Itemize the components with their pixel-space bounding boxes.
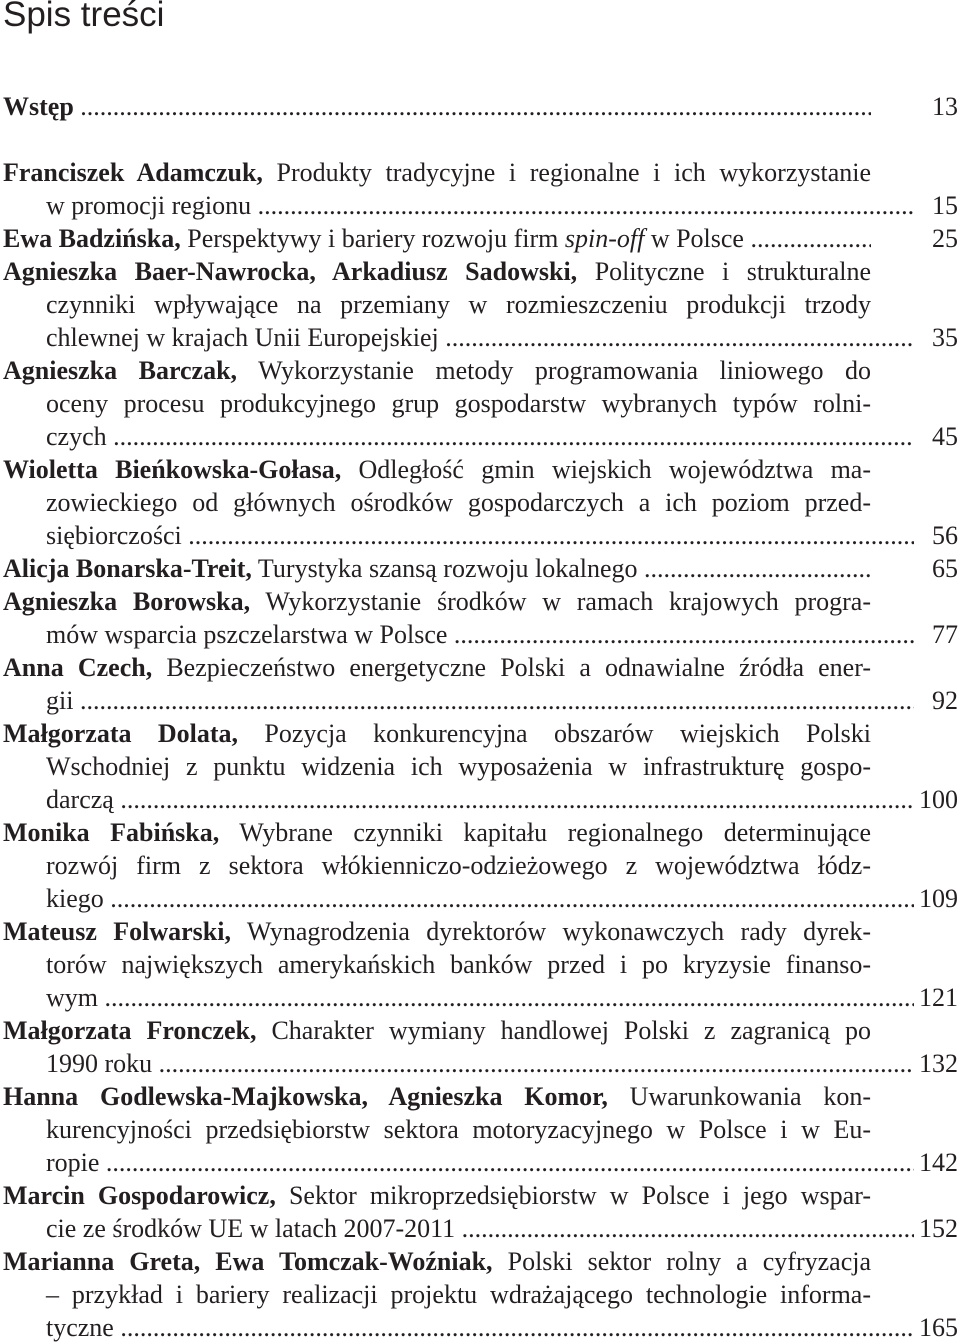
- toc-title-text: Produkty tradycyjne i regionalne i ich wykorzystanie: [262, 158, 871, 187]
- toc-line-text: [46, 686, 914, 715]
- toc-page-number: 132: [919, 1049, 958, 1078]
- toc-page-number: 77: [932, 620, 958, 649]
- toc-line: [3, 1080, 871, 1113]
- toc-title-text: ropie: [46, 1148, 100, 1177]
- toc-line: [3, 321, 914, 354]
- toc-line-text: [46, 983, 914, 1012]
- toc-line-text: [46, 422, 914, 451]
- toc-author: Anna Czech,: [3, 653, 153, 682]
- toc-line-text: [46, 620, 914, 649]
- toc-entry: [3, 585, 958, 651]
- toc-title-italic: spin-off: [564, 224, 645, 253]
- toc-line-text: [46, 1049, 914, 1078]
- toc-title-text: Sektor mikroprzedsiębiorstw w Polsce i jego wspar-: [275, 1181, 871, 1210]
- toc-line-text: [46, 191, 914, 220]
- toc-title-text: cie ze środków UE w latach 2007-2011: [46, 1214, 456, 1243]
- toc-line: [3, 981, 914, 1014]
- toc-entry: [3, 552, 958, 585]
- toc-entry: [3, 255, 958, 354]
- toc-author: Franciszek Adamczuk,: [3, 158, 263, 187]
- toc-line: [3, 189, 914, 222]
- toc-line: [3, 255, 871, 288]
- toc-line: [3, 354, 871, 387]
- toc-line-text: [3, 92, 871, 121]
- toc-entry: [3, 651, 958, 717]
- toc-line: [3, 849, 871, 882]
- toc-author: Agnieszka Borowska,: [3, 587, 251, 616]
- toc-entry: [3, 354, 958, 453]
- toc-title-text: wym: [46, 983, 98, 1012]
- toc-line: [3, 717, 871, 750]
- toc-entry: [3, 1245, 958, 1344]
- toc-entry: [3, 1179, 958, 1245]
- toc-line: [3, 420, 914, 453]
- toc-title-text: Bezpieczeństwo energetyczne Polski a odnawialne źródła ener-: [152, 653, 871, 682]
- toc-line: [3, 1278, 871, 1311]
- toc-title-text: kiego: [46, 884, 104, 913]
- toc-line-text: [46, 521, 914, 550]
- toc-author: Monika Fabińska,: [3, 818, 220, 847]
- toc-line: [3, 519, 914, 552]
- toc-line: [3, 915, 871, 948]
- toc-page-number: 13: [932, 92, 958, 121]
- toc-line: [3, 1146, 914, 1179]
- toc-line: [3, 651, 871, 684]
- toc-page-number: 56: [932, 521, 958, 550]
- toc-title-text: chlewnej w krajach Unii Europejskiej: [46, 323, 439, 352]
- toc-title-text: Polityczne i strukturalne: [577, 257, 871, 286]
- toc-line: [3, 552, 871, 585]
- toc-line: [3, 585, 871, 618]
- toc-title-text: czych: [46, 422, 107, 451]
- toc-title-text: – przykład i bariery realizacji projektu wdrażającego technologie informa-: [46, 1280, 871, 1309]
- toc-title-text: Turystyka szansą rozwoju lokalnego: [251, 554, 638, 583]
- toc-page-number: 165: [919, 1313, 958, 1342]
- toc-line: [3, 387, 871, 420]
- toc-line: [3, 750, 871, 783]
- toc-entry: [3, 717, 958, 816]
- toc-page-number: 35: [932, 323, 958, 352]
- toc-entry: [3, 1080, 958, 1179]
- toc-title-text: Polski sektor rolny a cyfryzacja: [492, 1247, 871, 1276]
- toc-author: Ewa Badzińska,: [3, 224, 181, 253]
- toc-page-number: 45: [932, 422, 958, 451]
- toc-line: [3, 882, 914, 915]
- toc-title-text: Perspektywy i bariery rozwoju firm: [180, 224, 565, 253]
- toc-line-text: [46, 1313, 914, 1342]
- toc-title-text: mów wsparcia pszczelarstwa w Polsce: [46, 620, 448, 649]
- toc-line-text: [46, 785, 914, 814]
- toc-title-text: Uwarunkowania kon-: [607, 1082, 871, 1111]
- toc-line: [3, 156, 871, 189]
- toc-title-text: Odległość gmin wiejskich województwa ma-: [341, 455, 871, 484]
- toc-page-number: 25: [932, 224, 958, 253]
- toc-title-text: tyczne: [46, 1313, 114, 1342]
- toc-line: [3, 453, 871, 486]
- toc-page-number: 121: [919, 983, 958, 1012]
- toc-title-text: torów największych amerykańskich banków przed i po kryzysie finanso-: [46, 950, 871, 979]
- toc-page-number: 15: [932, 191, 958, 220]
- toc-line-text: [46, 884, 914, 913]
- toc-author: Hanna Godlewska-Majkowska, Agnieszka Komor,: [3, 1082, 608, 1111]
- toc-title-text: darczą: [46, 785, 114, 814]
- toc-line: [3, 1014, 871, 1047]
- toc-author: Małgorzata Dolata,: [3, 719, 239, 748]
- toc-line-text: [46, 1214, 914, 1243]
- toc-author: Małgorzata Fronczek,: [3, 1016, 257, 1045]
- toc-author: Wioletta Bieńkowska-Gołasa,: [3, 455, 342, 484]
- toc-title-text: w promocji regionu: [46, 191, 252, 220]
- toc-line: [3, 1113, 871, 1146]
- toc-title-text: Wykorzystanie środków w ramach krajowych progra-: [250, 587, 871, 616]
- toc-title-text: 1990 roku: [46, 1049, 153, 1078]
- toc-author: Mateusz Folwarski,: [3, 917, 231, 946]
- toc-entry: [3, 1014, 958, 1080]
- toc-line: [3, 1212, 914, 1245]
- page-title: Spis treści: [3, 0, 165, 34]
- toc-entry: [3, 915, 958, 1014]
- toc-line: [3, 486, 871, 519]
- toc-line: [3, 783, 914, 816]
- toc-line: [3, 1311, 914, 1344]
- toc-author: Agnieszka Barczak,: [3, 356, 238, 385]
- toc-author: Marianna Greta, Ewa Tomczak-Woźniak,: [3, 1247, 493, 1276]
- toc-page-number: 65: [932, 554, 958, 583]
- toc-title-text: Wybrane czynniki kapitału regionalnego determinujące: [219, 818, 871, 847]
- toc-entry: [3, 816, 958, 915]
- toc-page-number: 92: [932, 686, 958, 715]
- toc-page-number: 100: [919, 785, 958, 814]
- toc-line: [3, 618, 914, 651]
- toc-author: Agnieszka Baer-Nawrocka, Arkadiusz Sadowski,: [3, 257, 578, 286]
- toc-line: [3, 288, 871, 321]
- toc-title-text: Wynagrodzenia dyrektorów wykonawczych rady dyrek-: [230, 917, 871, 946]
- toc-author: Marcin Gospodarowicz,: [3, 1181, 276, 1210]
- toc-author: Wstęp: [3, 92, 74, 121]
- toc-title-text: Pozycja konkurencyjna obszarów wiejskich Polski: [238, 719, 871, 748]
- toc-line: [3, 1047, 914, 1080]
- toc-title-text: Charakter wymiany handlowej Polski z zagranicą po: [256, 1016, 871, 1045]
- toc-page-number: 109: [919, 884, 958, 913]
- toc-line-text: [3, 554, 871, 583]
- toc-page-number: 142: [919, 1148, 958, 1177]
- toc-title-text: Wykorzystanie metody programowania liniowego do: [237, 356, 871, 385]
- toc-title-text: oceny procesu produkcyjnego grup gospodarstw wybranych typów rolni-: [46, 389, 871, 418]
- toc-title-text: zowieckiego od głównych ośrodków gospodarczych a ich poziom przed-: [46, 488, 871, 517]
- toc-author: Alicja Bonarska-Treit,: [3, 554, 252, 583]
- toc-page-number: 152: [919, 1214, 958, 1243]
- toc-line: [3, 90, 871, 123]
- toc-entry: [3, 156, 958, 222]
- toc-line-text: [46, 323, 914, 352]
- toc-title-text: rozwój firm z sektora włókienniczo-odzieżowego z województwa łódz-: [46, 851, 871, 880]
- toc-title-text: w Polsce: [644, 224, 744, 253]
- toc-line: [3, 948, 871, 981]
- toc-title-text: kurencyjności przedsiębiorstw sektora motoryzacyjnego w Polsce i w Eu-: [46, 1115, 871, 1144]
- toc-line: [3, 1245, 871, 1278]
- toc-line-text: [46, 1148, 914, 1177]
- toc-line: [3, 222, 871, 255]
- table-of-contents: [3, 90, 958, 1344]
- toc-line: [3, 684, 914, 717]
- toc-entry: [3, 453, 958, 552]
- toc-entry: [3, 90, 958, 123]
- toc-entry: [3, 222, 958, 255]
- toc-line-text: [3, 224, 871, 253]
- toc-title-text: gii: [46, 686, 74, 715]
- toc-title-text: Wschodniej z punktu widzenia ich wyposażenia w infrastrukturę gospo-: [46, 752, 871, 781]
- toc-line: [3, 816, 871, 849]
- toc-line: [3, 1179, 871, 1212]
- toc-title-text: siębiorczości: [46, 521, 182, 550]
- toc-title-text: czynniki wpływające na przemiany w rozmieszczeniu produkcji trzody: [46, 290, 871, 319]
